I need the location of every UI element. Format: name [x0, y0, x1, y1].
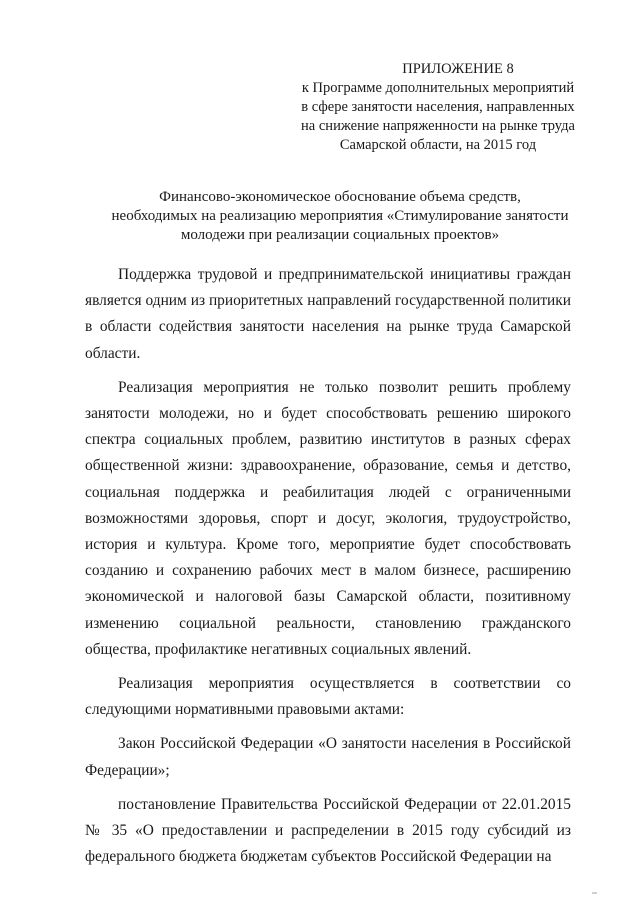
paragraph: Реализация мероприятия не только позволит решить проблему занятости молодежи, но и будет способствовать решению широкого спектра социальных проблем, развитию институтов в разных сферах общественной жизни: здравоохранение, образование, семья и детство, социальная поддержка и реабилитация людей с ограниченными возможностями здоровья, спорт и досуг, экология, трудоустройство, история и культура. Кроме того, мероприятие будет способствовать созданию и сохранению рабочих мест в малом бизнесе, расширению экономической и налоговой базы Самарской области, позитивному изменению социальной реальности, становлению гражданского общества, профилактике негативных социальных явлений.	[85, 378, 571, 658]
paragraph: Поддержка трудовой и предпринимательской инициативы граждан является одним из приоритетных направлений государственной политики в области содействия занятости населения на рынке труда Самарской области.	[85, 266, 571, 362]
paragraph: Закон Российской Федерации «О занятости населения в Российской Федерации»;	[85, 735, 571, 779]
appendix-line: на снижение напряженности на рынке труда	[301, 118, 575, 134]
title-line: молодежи при реализации социальных проектов»	[180, 227, 500, 243]
body-text	[85, 262, 571, 870]
appendix-line: Самарской области, на 2015 год	[339, 137, 537, 153]
title-line: Финансово-экономическое обоснование объема средств,	[159, 189, 521, 205]
appendix-header	[300, 60, 576, 155]
title-line: необходимых на реализацию мероприятия «Стимулирование занятости	[111, 208, 569, 224]
paragraph: Реализация мероприятия осуществляется в соответствии со следующими нормативными правовыми актами:	[85, 675, 571, 719]
appendix-line: к Программе дополнительных мероприятий	[301, 80, 575, 96]
appendix-title: ПРИЛОЖЕНИЕ 8	[402, 61, 514, 77]
scan-mark	[592, 892, 597, 894]
document-title	[70, 188, 610, 245]
appendix-line: в сфере занятости населения, направленных	[301, 99, 575, 115]
paragraph: постановление Правительства Российской Федерации от 22.01.2015 № 35 «О предоставлении и распределении в 2015 году субсидий из федерального бюджета бюджетам субъектов Российской Федерации на	[85, 795, 571, 866]
